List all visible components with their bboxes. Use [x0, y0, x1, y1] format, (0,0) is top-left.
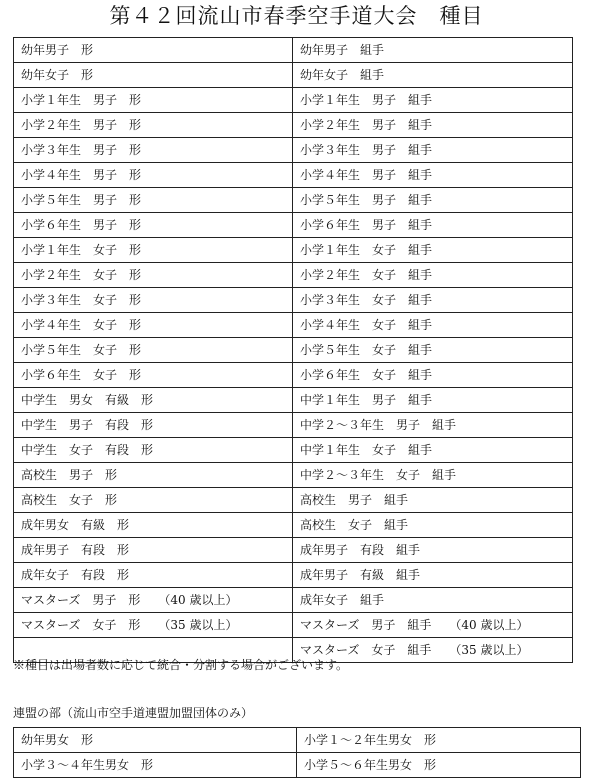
table-row [14, 463, 573, 488]
table-cell-kumite: 中学２～３年生 男子 組手 [293, 413, 573, 438]
table-row [14, 438, 573, 463]
table-cell-kata: 小学６年生 男子 形 [14, 213, 293, 238]
table-cell-kata: 幼年男女 形 [14, 728, 297, 753]
table-cell-kumite: 小学２年生 男子 組手 [293, 113, 573, 138]
table-row [14, 163, 573, 188]
table-row [14, 338, 573, 363]
table-cell-kata: 成年女子 有段 形 [14, 563, 293, 588]
table-cell-kumite: マスターズ 女子 組手 （35 歳以上） [293, 638, 573, 663]
table-row [14, 88, 573, 113]
table-cell-kumite: 中学２～３年生 女子 組手 [293, 463, 573, 488]
federation-table-body [14, 728, 581, 778]
table-cell-kata: 小学３年生 男子 形 [14, 138, 293, 163]
table-cell-kumite: 幼年女子 組手 [293, 63, 573, 88]
table-row [14, 188, 573, 213]
events-table [13, 37, 573, 663]
table-cell-kata: 成年男子 有段 形 [14, 538, 293, 563]
table-cell-kumite: 小学２年生 女子 組手 [293, 263, 573, 288]
table-cell-kumite: 小学１年生 男子 組手 [293, 88, 573, 113]
table-cell-kumite: 高校生 男子 組手 [293, 488, 573, 513]
table-cell-kumite: 小学５年生 男子 組手 [293, 188, 573, 213]
table-row [14, 113, 573, 138]
table-cell-kata: 幼年女子 形 [14, 63, 293, 88]
table-cell-kumite: 小学６年生 女子 組手 [293, 363, 573, 388]
table-cell-kata: 小学６年生 女子 形 [14, 363, 293, 388]
federation-events-table [13, 727, 581, 778]
federation-section-heading: 連盟の部（流山市空手道連盟加盟団体のみ） [13, 706, 254, 720]
table-cell-kumite: 小学３年生 女子 組手 [293, 288, 573, 313]
table-row [14, 613, 573, 638]
table-cell-kumite: 小学３年生 男子 組手 [293, 138, 573, 163]
table-cell-kumite: 成年男子 有段 組手 [293, 538, 573, 563]
table-cell-kumite: 小学４年生 女子 組手 [293, 313, 573, 338]
table-cell-kata: マスターズ 女子 形 （35 歳以上） [14, 613, 293, 638]
table-row [14, 538, 573, 563]
table-row [14, 588, 573, 613]
table-row [14, 288, 573, 313]
table-row [14, 238, 573, 263]
table-row [14, 488, 573, 513]
table-row [14, 563, 573, 588]
table-cell-kumite: 小学１年生 女子 組手 [293, 238, 573, 263]
table-row [14, 728, 581, 753]
table-cell-kumite: 小学１～２年生男女 形 [297, 728, 581, 753]
table-cell-kumite: 成年男子 有級 組手 [293, 563, 573, 588]
table-cell-kata: 小学１年生 女子 形 [14, 238, 293, 263]
table-cell-kumite: 成年女子 組手 [293, 588, 573, 613]
table-cell-kumite: 幼年男子 組手 [293, 38, 573, 63]
table-cell-kumite: 中学１年生 男子 組手 [293, 388, 573, 413]
table-cell-kata: 中学生 男女 有級 形 [14, 388, 293, 413]
table-cell-kata: 高校生 女子 形 [14, 488, 293, 513]
table-cell-kata: 中学生 女子 有段 形 [14, 438, 293, 463]
table-row [14, 138, 573, 163]
table-cell-kata: 幼年男子 形 [14, 38, 293, 63]
table-cell-kumite: 高校生 女子 組手 [293, 513, 573, 538]
table-cell-kata: 小学５年生 女子 形 [14, 338, 293, 363]
table-cell-kumite: 小学６年生 男子 組手 [293, 213, 573, 238]
table-cell-kumite: 小学４年生 男子 組手 [293, 163, 573, 188]
table-row [14, 753, 581, 778]
table-cell-kata: 中学生 男子 有段 形 [14, 413, 293, 438]
table-cell-kata: 小学３年生 女子 形 [14, 288, 293, 313]
table-row [14, 213, 573, 238]
table-row [14, 313, 573, 338]
table-row [14, 263, 573, 288]
table-row [14, 413, 573, 438]
table-row [14, 363, 573, 388]
table-row [14, 388, 573, 413]
table-row [14, 38, 573, 63]
table-cell-kata: 小学４年生 男子 形 [14, 163, 293, 188]
table-cell-kata: 高校生 男子 形 [14, 463, 293, 488]
table-cell-kumite: 小学５年生 女子 組手 [293, 338, 573, 363]
table-cell-kata: マスターズ 男子 形 （40 歳以上） [14, 588, 293, 613]
table-cell-kata: 小学２年生 女子 形 [14, 263, 293, 288]
table-cell-kata: 小学３～４年生男女 形 [14, 753, 297, 778]
table-cell-kumite: 中学１年生 女子 組手 [293, 438, 573, 463]
page-title: 第４２回流山市春季空手道大会 種目 [109, 4, 484, 28]
note-text: ※種目は出場者数に応じて統合・分割する場合がございます。 [13, 658, 349, 672]
table-cell-kata: 小学５年生 男子 形 [14, 188, 293, 213]
table-cell-kata: 成年男女 有級 形 [14, 513, 293, 538]
table-row [14, 513, 573, 538]
events-table-body [14, 38, 573, 663]
table-cell-kata: 小学１年生 男子 形 [14, 88, 293, 113]
table-cell-kumite: マスターズ 男子 組手 （40 歳以上） [293, 613, 573, 638]
table-cell-kumite: 小学５～６年生男女 形 [297, 753, 581, 778]
table-cell-kata: 小学２年生 男子 形 [14, 113, 293, 138]
table-row [14, 63, 573, 88]
table-cell-kata: 小学４年生 女子 形 [14, 313, 293, 338]
